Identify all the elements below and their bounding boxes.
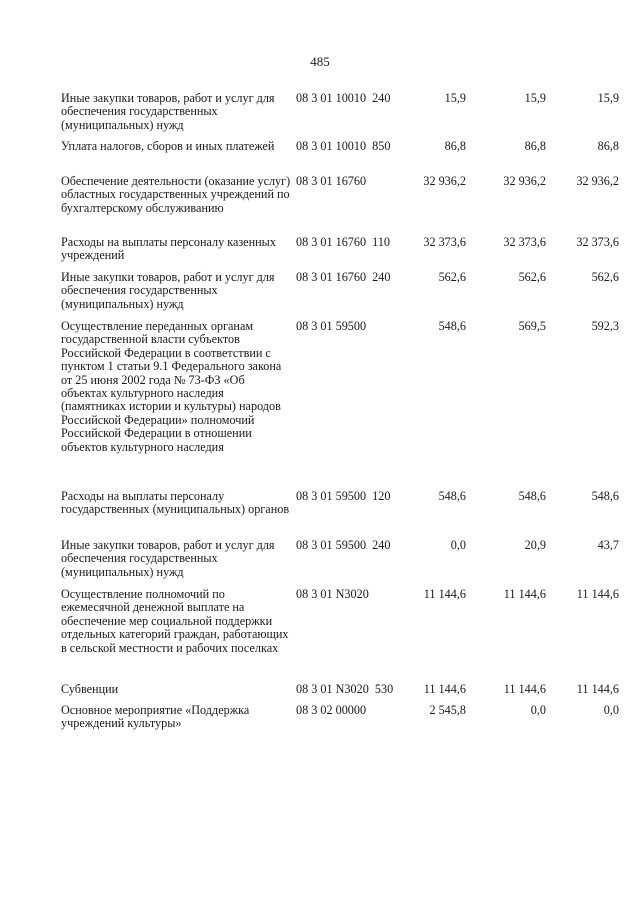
row-description: Расходы на выплаты персоналу казенных учреждений xyxy=(61,235,276,263)
row-value-1: 0,0 xyxy=(450,538,466,552)
row-value-1: 2 545,8 xyxy=(429,703,466,717)
row-description: Уплата налогов, сборов и иных платежей xyxy=(61,139,275,153)
row-value-3: 32 373,6 xyxy=(576,235,619,249)
row-code: 08 3 01 59500 xyxy=(296,319,367,333)
row-code: 08 3 01 16760 240 xyxy=(296,270,391,284)
row-value-3: 11 144,6 xyxy=(576,682,619,696)
row-value-1: 562,6 xyxy=(438,270,466,284)
row-value-2: 548,6 xyxy=(518,489,546,503)
row-value-3: 0,0 xyxy=(603,703,619,717)
row-description: Субвенции xyxy=(61,682,119,696)
row-value-2: 11 144,6 xyxy=(503,587,546,601)
row-value-1: 32 936,2 xyxy=(423,174,466,188)
row-value-3: 548,6 xyxy=(591,489,619,503)
row-value-3: 11 144,6 xyxy=(576,587,619,601)
row-value-3: 592,3 xyxy=(591,319,619,333)
row-value-2: 86,8 xyxy=(524,139,546,153)
row-description: Иные закупки товаров, работ и услуг для обеспечения государственных (муниципальных) нужд xyxy=(61,538,275,579)
row-value-3: 86,8 xyxy=(597,139,619,153)
row-value-2: 15,9 xyxy=(524,91,546,105)
row-value-2: 32 936,2 xyxy=(503,174,546,188)
row-value-2: 569,5 xyxy=(518,319,546,333)
row-description: Расходы на выплаты персоналу государственных (муниципальных) органов xyxy=(61,489,290,517)
row-value-3: 43,7 xyxy=(597,538,619,552)
row-code: 08 3 01 N3020 530 xyxy=(296,682,394,696)
row-value-2: 20,9 xyxy=(524,538,546,552)
row-value-3: 562,6 xyxy=(591,270,619,284)
row-value-2: 32 373,6 xyxy=(503,235,546,249)
row-description: Осуществление полномочий по ежемесячной денежной выплате на обеспечение мер социальной поддержки отдельных категорий граждан, работающих в сельской местности и рабочих поселках xyxy=(61,587,289,655)
row-description: Иные закупки товаров, работ и услуг для обеспечения государственных (муниципальных) нужд xyxy=(61,270,275,311)
row-value-1: 11 144,6 xyxy=(423,682,466,696)
row-value-3: 32 936,2 xyxy=(576,174,619,188)
page-number: 485 xyxy=(310,54,330,69)
row-value-2: 562,6 xyxy=(518,270,546,284)
row-value-3: 15,9 xyxy=(597,91,619,105)
row-code: 08 3 01 N3020 xyxy=(296,587,369,601)
row-code: 08 3 01 10010 240 xyxy=(296,91,391,105)
row-value-2: 11 144,6 xyxy=(503,682,546,696)
row-value-1: 548,6 xyxy=(438,319,466,333)
row-code: 08 3 02 00000 xyxy=(296,703,367,717)
row-value-1: 86,8 xyxy=(444,139,466,153)
row-description: Обеспечение деятельности (оказание услуг) областных государственных учреждений по бухгалтерскому обслуживанию xyxy=(61,174,291,215)
row-description: Иные закупки товаров, работ и услуг для обеспечения государственных (муниципальных) нужд xyxy=(61,91,275,132)
row-value-1: 548,6 xyxy=(438,489,466,503)
row-code: 08 3 01 16760 110 xyxy=(296,235,391,249)
row-value-1: 15,9 xyxy=(444,91,466,105)
row-value-2: 0,0 xyxy=(530,703,546,717)
row-code: 08 3 01 10010 850 xyxy=(296,139,391,153)
row-code: 08 3 01 59500 240 xyxy=(296,538,391,552)
row-code: 08 3 01 59500 120 xyxy=(296,489,391,503)
row-value-1: 11 144,6 xyxy=(423,587,466,601)
row-description: Основное мероприятие «Поддержка учреждений культуры» xyxy=(61,703,250,731)
row-description: Осуществление переданных органам государственной власти субъектов Российской Федерации в соответствии с пунктом 1 статьи 9.1 Федерального закона от 25 июня 2002 года № 73-ФЗ «Об объектах культурного наследия (памятниках истории и культуры) народов Российской Федерации» полномочий Российской Федерации в отношении объектов культурного наследия xyxy=(61,319,282,454)
row-value-1: 32 373,6 xyxy=(423,235,466,249)
row-code: 08 3 01 16760 xyxy=(296,174,367,188)
